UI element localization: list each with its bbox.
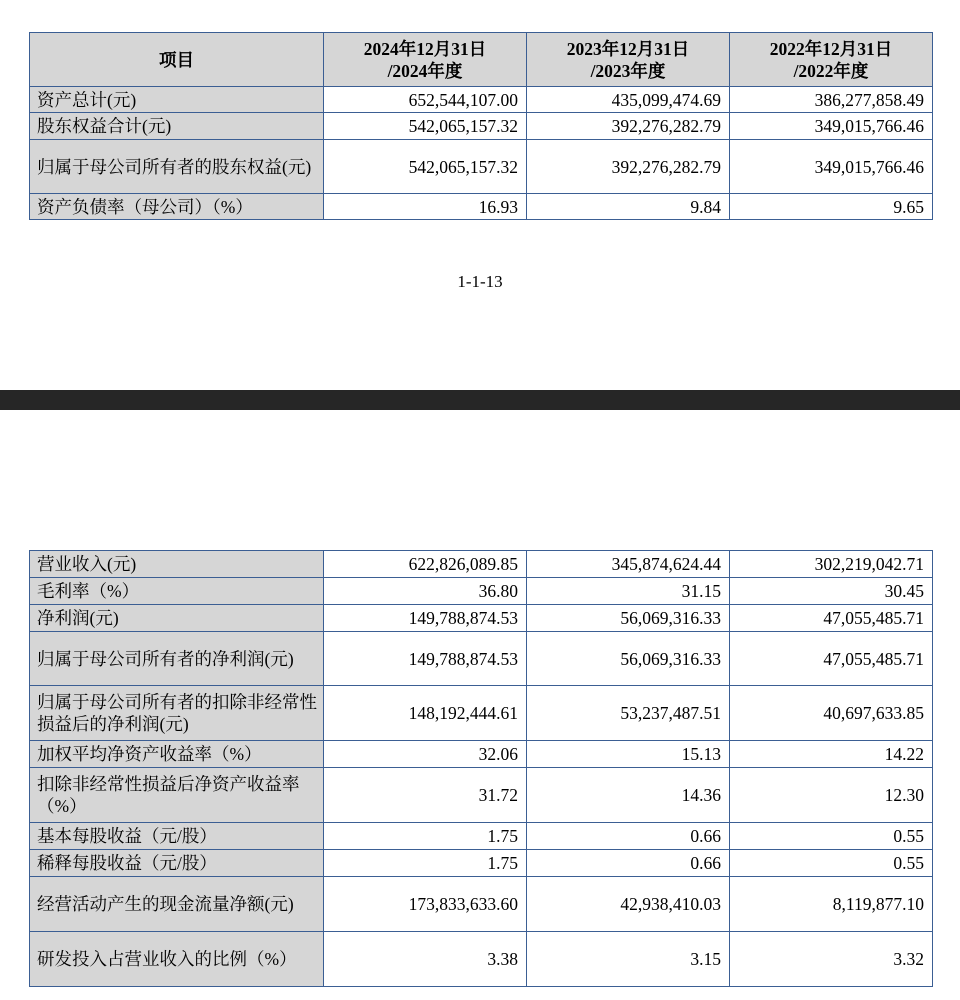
value-2022: 0.55: [730, 823, 933, 850]
value-2023: 14.36: [527, 768, 730, 823]
value-2023: 0.66: [527, 823, 730, 850]
header-item: 项目: [30, 33, 324, 87]
value-2023: 0.66: [527, 850, 730, 877]
value-2024: 36.80: [324, 578, 527, 605]
value-2024: 16.93: [324, 194, 527, 220]
value-2023: 15.13: [527, 741, 730, 768]
value-2024: 31.72: [324, 768, 527, 823]
page-top: [0, 0, 960, 390]
value-2022: 8,119,877.10: [730, 877, 933, 932]
row-label: 资产总计(元): [30, 87, 324, 113]
header-2022-date: 2022年12月31日: [769, 38, 893, 59]
value-2022: 349,015,766.46: [730, 140, 933, 194]
financial-table-income: [29, 550, 933, 987]
table-row: [30, 87, 933, 113]
value-2024: 1.75: [324, 850, 527, 877]
header-2023: [527, 33, 730, 87]
row-label: 研发投入占营业收入的比例（%）: [30, 932, 324, 987]
header-2023-date: 2023年12月31日: [566, 38, 690, 59]
value-2023: 42,938,410.03: [527, 877, 730, 932]
row-label: 基本每股收益（元/股）: [30, 823, 324, 850]
value-2024: 148,192,444.61: [324, 686, 527, 741]
value-2022: 302,219,042.71: [730, 551, 933, 578]
value-2022: 3.32: [730, 932, 933, 987]
value-2022: 47,055,485.71: [730, 605, 933, 632]
table-row: [30, 140, 933, 194]
value-2022: 12.30: [730, 768, 933, 823]
header-2024-year: /2024年度: [387, 60, 463, 81]
row-label: 归属于母公司所有者的净利润(元): [30, 632, 324, 686]
page-bottom: [0, 410, 960, 1000]
value-2022: 47,055,485.71: [730, 632, 933, 686]
value-2024: 622,826,089.85: [324, 551, 527, 578]
table-row: [30, 823, 933, 850]
table-row: [30, 605, 933, 632]
value-2022: 9.65: [730, 194, 933, 220]
table-row: [30, 768, 933, 823]
row-label: 净利润(元): [30, 605, 324, 632]
value-2023: 392,276,282.79: [527, 140, 730, 194]
value-2022: 0.55: [730, 850, 933, 877]
row-label: 毛利率（%）: [30, 578, 324, 605]
header-2022-year: /2022年度: [793, 60, 869, 81]
table-row: [30, 113, 933, 140]
value-2022: 30.45: [730, 578, 933, 605]
row-label: 营业收入(元): [30, 551, 324, 578]
value-2023: 9.84: [527, 194, 730, 220]
table-row: [30, 741, 933, 768]
row-label: 扣除非经常性损益后净资产收益率（%）: [30, 768, 324, 823]
value-2024: 1.75: [324, 823, 527, 850]
table-row: [30, 877, 933, 932]
value-2023: 56,069,316.33: [527, 605, 730, 632]
header-2024: [324, 33, 527, 87]
value-2022: 14.22: [730, 741, 933, 768]
row-label: 经营活动产生的现金流量净额(元): [30, 877, 324, 932]
financial-table-balance: [29, 32, 933, 220]
table-row: [30, 551, 933, 578]
table-row: [30, 932, 933, 987]
value-2024: 542,065,157.32: [324, 140, 527, 194]
header-2024-date: 2024年12月31日: [363, 38, 487, 59]
page-number: 1-1-13: [457, 272, 503, 291]
row-label: 归属于母公司所有者的股东权益(元): [30, 140, 324, 194]
value-2023: 392,276,282.79: [527, 113, 730, 140]
value-2023: 3.15: [527, 932, 730, 987]
table-row: [30, 194, 933, 220]
table-row: [30, 632, 933, 686]
row-label: 归属于母公司所有者的扣除非经常性损益后的净利润(元): [30, 686, 324, 741]
value-2024: 173,833,633.60: [324, 877, 527, 932]
row-label: 股东权益合计(元): [30, 113, 324, 140]
row-label: 资产负债率（母公司）（%）: [30, 194, 324, 220]
value-2023: 345,874,624.44: [527, 551, 730, 578]
value-2023: 435,099,474.69: [527, 87, 730, 113]
table-header-row: [30, 33, 933, 87]
value-2022: 40,697,633.85: [730, 686, 933, 741]
value-2024: 652,544,107.00: [324, 87, 527, 113]
value-2022: 386,277,858.49: [730, 87, 933, 113]
header-2023-year: /2023年度: [590, 60, 666, 81]
value-2024: 149,788,874.53: [324, 605, 527, 632]
table-row: [30, 686, 933, 741]
value-2024: 542,065,157.32: [324, 113, 527, 140]
value-2024: 32.06: [324, 741, 527, 768]
value-2022: 349,015,766.46: [730, 113, 933, 140]
row-label: 稀释每股收益（元/股）: [30, 850, 324, 877]
value-2023: 56,069,316.33: [527, 632, 730, 686]
header-2022: [730, 33, 933, 87]
table-row: [30, 850, 933, 877]
page-separator: [0, 390, 960, 410]
row-label: 加权平均净资产收益率（%）: [30, 741, 324, 768]
table-row: [30, 578, 933, 605]
value-2023: 31.15: [527, 578, 730, 605]
value-2024: 3.38: [324, 932, 527, 987]
value-2024: 149,788,874.53: [324, 632, 527, 686]
value-2023: 53,237,487.51: [527, 686, 730, 741]
